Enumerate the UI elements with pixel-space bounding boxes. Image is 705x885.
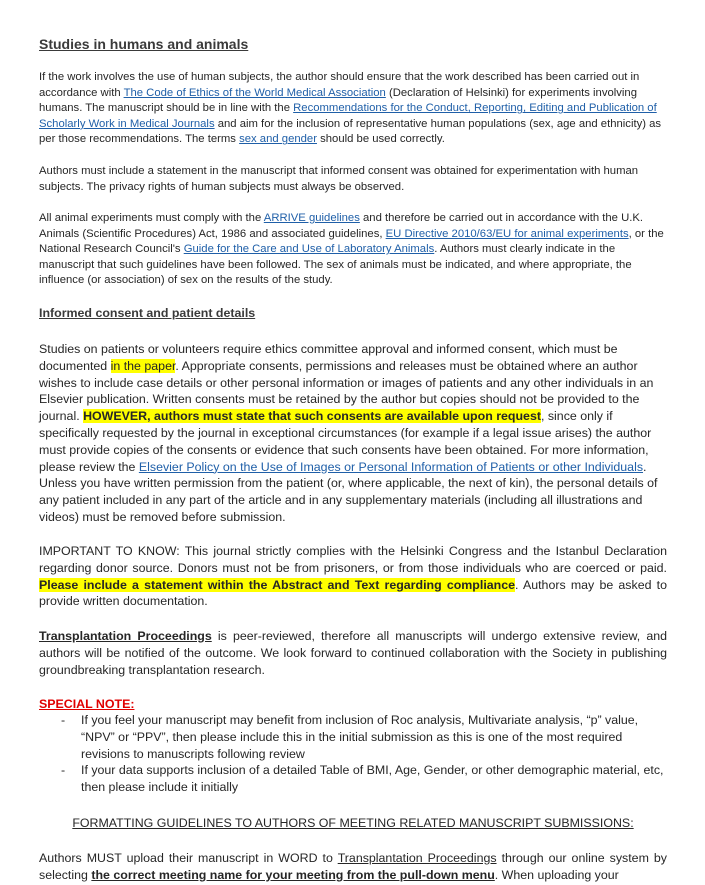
text: All animal experiments must comply with the [39,212,264,224]
journal-name: Transplantation Proceedings [337,851,497,865]
paragraph-important [39,543,667,610]
paragraph-animal-experiments [39,211,667,289]
text: and therefore be carried out in accordance with the U.K. Animals (Scientific Procedures) Act, 1986 and associated guidelines, [39,212,644,240]
text: IMPORTANT TO KNOW: This journal strictly complies with the Helsinki Congress and the Istanbul Declaration regarding donor source. Donors must not be from prisoners, or from those individuals who are coerced or paid. [39,544,667,575]
text: is peer-reviewed, therefore all manuscripts will undergo extensive review, and authors will be notified of the outcome. We look forward to continued collaboration with the Society in publishing groundbreaking transplantation research. [39,629,667,677]
link-code-of-ethics[interactable]: The Code of Ethics of the World Medical Association [123,86,386,99]
list-item-text: If your data supports inclusion of a detailed Table of BMI, Age, Gender, or other demographic material, etc, then please include it initially [81,763,664,795]
paragraph-peer-review [39,628,667,678]
list-item [39,712,667,762]
special-note-label [39,696,667,713]
paragraph-informed-consent-statement: Authors must include a statement in the manuscript that informed consent was obtained for experimentation with human subjects. The privacy rights of human subjects must always be observed. [39,165,639,193]
paragraph-human-subjects [39,70,667,148]
special-note-list [39,712,667,796]
highlight-compliance-statement: Please include a statement within the Abstract and Text regarding compliance [39,577,516,592]
link-eu-directive[interactable]: EU Directive 2010/63/EU for animal experiments [385,227,629,240]
link-sex-and-gender[interactable]: sex and gender [239,133,317,146]
link-icmje-recommendations[interactable]: Recommendations for the Conduct, Reporting, Editing and Publication of Scholarly Work in Medical Journals [39,102,657,130]
meeting-name-instruction: the correct meeting name for your meeting from the pull-down menu [91,867,495,882]
special-note-heading: SPECIAL NOTE: [39,697,135,711]
text: . Authors must clearly indicate in the manuscript that such guidelines have been followed. The sex of animals must be indicated, and where appropriate, the influence (or association) of sex on the results of the study. [39,243,632,287]
dash-bullet: - [61,763,66,778]
text: should be used correctly. [316,133,445,146]
journal-name: Transplantation Proceedings [39,629,212,643]
text: , since only if specifically requested by the journal in exceptional circumstances (for example if a legal issue arises) the author must provide copies of the consents or evidence that such consents have been obtained. For more information, please review the [39,409,652,474]
section-heading-studies: Studies in humans and animals [39,36,249,52]
list-item-text: If you feel your manuscript may benefit from inclusion of Roc analysis, Multivariate analysis, “p” value, “NPV” or “PPV”, then please include this in the initial submission as this is one of the most required revisions to manuscripts following review [81,713,639,761]
text: , or the National Research Council's [39,227,664,256]
text: Studies on patients or volunteers require ethics committee approval and informed consent, which must be documented [39,342,618,373]
highlight-consents-available: HOWEVER, authors must state that such consents are available upon request [83,409,541,424]
text: . When uploading your [494,867,619,882]
link-arrive-guidelines[interactable]: ARRIVE guidelines [263,212,360,224]
paragraph-patient-consent [39,341,667,526]
link-elsevier-policy[interactable]: Elsevier Policy on the Use of Images or Personal Information of Patients or other Individuals [138,459,644,474]
text: . Appropriate consents, permissions and releases must be obtained where an author wishes to include case details or other personal information or images of patients and any other individuals in an Elsevier publication. Written consents must be retained by the author but copies should not be provided to the journal. [39,358,654,424]
text: and aim for the inclusion of representative human populations (sex, age and ethnicity) as per those recommendations. The terms [39,117,662,146]
list-item [39,762,667,796]
highlight-in-the-paper: in the paper [110,358,176,373]
text: . Authors may be asked to provide written documentation. [39,577,667,609]
link-nrc-guide[interactable]: Guide for the Care and Use of Laboratory Animals [183,243,435,256]
formatting-guidelines-title: FORMATTING GUIDELINES TO AUTHORS OF MEETING RELATED MANUSCRIPT SUBMISSIONS: [72,816,634,830]
paragraph-upload-instructions [39,850,667,884]
text: Authors MUST upload their manuscript in WORD to [39,851,338,865]
text: If the work involves the use of human subjects, the author should ensure that the work described has been carried out in accordance with [39,71,640,99]
text: (Declaration of Helsinki) for experiments involving humans. The manuscript should be in line with the [39,86,637,115]
text: . Unless you have written permission from the patient (or, where applicable, the next of kin), the personal details of any patient included in any part of the article and in any supplementary materials (including all illustrations and videos) must be removed before submission. [39,459,658,524]
dash-bullet: - [61,713,66,727]
text: through our online system by selecting [39,851,668,882]
section-heading-consent: Informed consent and patient details [39,306,256,320]
